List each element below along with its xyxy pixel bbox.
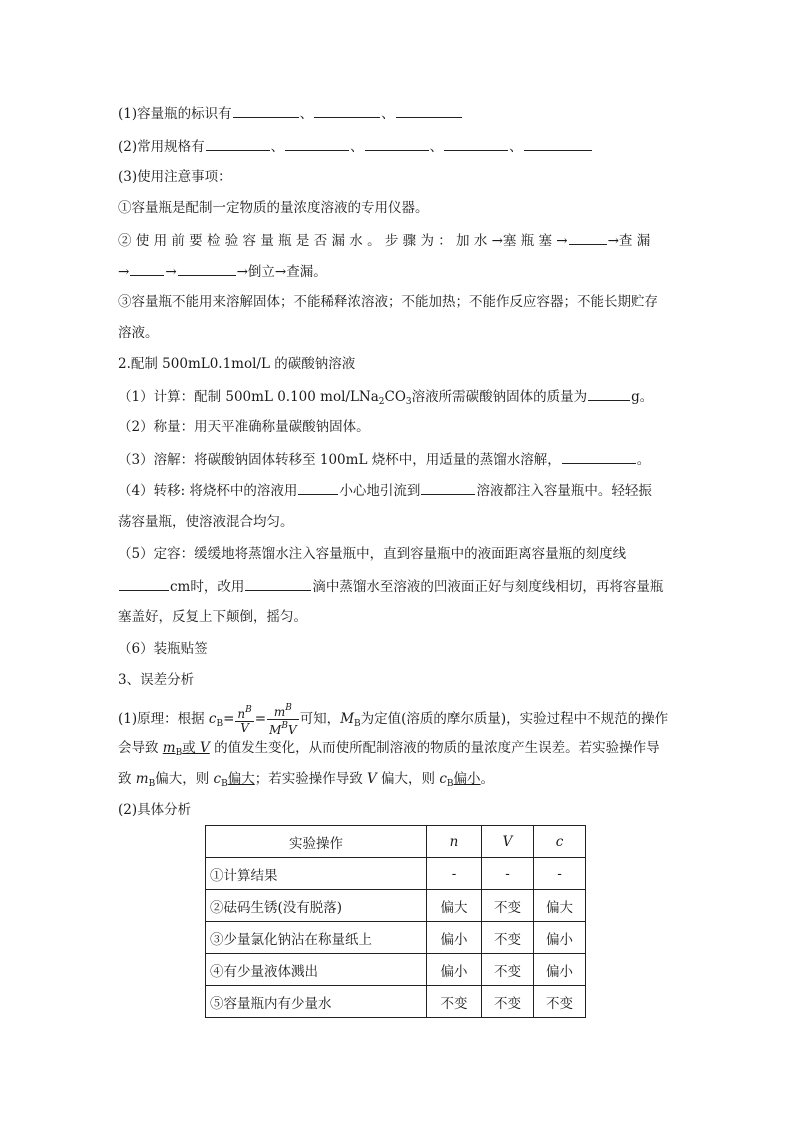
text: →查 漏 bbox=[607, 233, 651, 249]
symbol: m bbox=[135, 771, 149, 787]
text: （1）计算：配制 500mL 0.100 mol/LNa bbox=[118, 389, 379, 405]
superscript: B bbox=[245, 705, 252, 715]
text: →倒立→查漏。 bbox=[236, 264, 327, 280]
subscript: B bbox=[216, 719, 224, 729]
symbol: V bbox=[200, 740, 210, 756]
text: 。 bbox=[636, 452, 651, 468]
text: 、 bbox=[270, 139, 285, 155]
text: 可知， bbox=[299, 711, 341, 727]
table-cell: 不变 bbox=[427, 986, 482, 1018]
fill-blank[interactable] bbox=[314, 103, 380, 118]
table-cell: 偏小 bbox=[534, 954, 586, 986]
text: 会导致 bbox=[118, 740, 163, 756]
fill-blank[interactable] bbox=[178, 261, 236, 276]
symbol: c bbox=[439, 771, 447, 787]
step-make-volume: （5）定容：缓缓地将蒸馏水注入容量瓶中，直到容量瓶中的液面距离容量瓶的刻度线 bbox=[118, 546, 627, 562]
fill-blank[interactable] bbox=[524, 136, 592, 151]
line-note-2 bbox=[118, 230, 650, 251]
symbol: m bbox=[162, 740, 176, 756]
table-cell: - bbox=[534, 858, 586, 890]
table-cell: 不变 bbox=[482, 890, 534, 922]
step-calculate bbox=[118, 386, 653, 412]
table-cell: 偏小 bbox=[534, 922, 586, 954]
symbol: V bbox=[288, 723, 297, 737]
underlined-term: 偏大 bbox=[227, 771, 255, 787]
line-note-1: ①容量瓶是配制一定物质的量浓度溶液的专用仪器。 bbox=[118, 200, 429, 216]
text: 偏大，则 bbox=[155, 771, 214, 787]
subscript: 3 bbox=[405, 397, 412, 407]
error-analysis-table bbox=[205, 825, 586, 1018]
text: = bbox=[254, 711, 267, 727]
superscript: B bbox=[285, 703, 292, 713]
step-weigh: （2）称量：用天平准确称量碳酸钠固体。 bbox=[118, 419, 370, 435]
table-cell: ①计算结果 bbox=[206, 858, 427, 890]
text: 溶液所需碳酸钠固体的质量为 bbox=[411, 389, 588, 405]
text: 滴中蒸馏水至溶液的凹液面正好与刻度线相切，再将容量瓶 bbox=[312, 579, 664, 595]
text: 小心地引流到 bbox=[339, 483, 421, 499]
fill-blank[interactable] bbox=[119, 576, 169, 591]
specific-analysis-heading: (2)具体分析 bbox=[118, 802, 192, 818]
table-row bbox=[206, 922, 586, 954]
fill-blank[interactable] bbox=[233, 103, 299, 118]
text: g。 bbox=[631, 389, 654, 405]
fraction bbox=[267, 702, 299, 737]
text: 偏大，则 bbox=[376, 771, 440, 787]
symbol: m bbox=[273, 705, 286, 719]
table-row bbox=[206, 858, 586, 890]
step-make-volume-cont bbox=[118, 576, 663, 597]
table-cell: ⑤容量瓶内有少量水 bbox=[206, 986, 427, 1018]
subscript: B bbox=[354, 719, 361, 729]
line-note-3: ③容量瓶不能用来溶解固体；不能稀释浓溶液；不能加热；不能作反应容器；不能长期贮存 bbox=[118, 294, 658, 310]
fill-blank[interactable] bbox=[365, 136, 429, 151]
table-header-row bbox=[206, 826, 586, 858]
text: 的值发生变化，从而使所配制溶液的物质的量浓度产生误差。若实验操作导 bbox=[209, 740, 660, 756]
step-transfer bbox=[118, 480, 652, 501]
text: 、 bbox=[381, 106, 395, 122]
text: (1)原理：根据 bbox=[118, 711, 209, 727]
symbol: n bbox=[237, 707, 246, 721]
subscript: B bbox=[221, 779, 228, 789]
step-dissolve bbox=[118, 449, 650, 470]
table-cell: - bbox=[427, 858, 482, 890]
symbol: c bbox=[208, 711, 217, 727]
table-cell: 不变 bbox=[482, 986, 534, 1018]
fill-blank[interactable] bbox=[130, 261, 164, 276]
fill-blank[interactable] bbox=[206, 136, 270, 151]
step-make-volume-end: 塞盖好，反复上下颠倒，摇匀。 bbox=[118, 609, 307, 625]
line-note-2-cont bbox=[118, 261, 327, 282]
table-cell: 偏大 bbox=[534, 890, 586, 922]
text: （4）转移: 将烧杯中的溶液用 bbox=[118, 483, 298, 499]
step-transfer-cont: 荡容量瓶，使溶液混合均匀。 bbox=[118, 514, 294, 530]
table-cell: 偏小 bbox=[427, 922, 482, 954]
step-bottle-label: （6）装瓶贴签 bbox=[118, 641, 208, 657]
table-cell: ②砝码生锈(没有脱落) bbox=[206, 890, 427, 922]
principle-line bbox=[118, 702, 668, 737]
text: cm时，改用 bbox=[170, 579, 245, 595]
symbol: M bbox=[269, 723, 282, 737]
line-usage-notes-heading: (3)使用注意事项： bbox=[118, 169, 232, 185]
symbol: V bbox=[240, 721, 249, 735]
text: → bbox=[118, 264, 130, 280]
fill-blank[interactable] bbox=[569, 230, 607, 245]
text: 致 bbox=[118, 771, 136, 787]
table-cell: ④有少量液体溅出 bbox=[206, 954, 427, 986]
table-cell: 偏大 bbox=[427, 890, 482, 922]
principle-line-2 bbox=[118, 738, 660, 763]
fill-blank[interactable] bbox=[421, 480, 475, 495]
section-3-heading: 3、误差分析 bbox=[118, 672, 195, 688]
column-header: V bbox=[482, 826, 534, 858]
text: 。 bbox=[480, 771, 495, 787]
text: 、 bbox=[429, 139, 444, 155]
text: → bbox=[165, 264, 177, 280]
table-row bbox=[206, 954, 586, 986]
fill-blank[interactable] bbox=[444, 136, 508, 151]
line-volumetric-flask-marks bbox=[118, 103, 463, 124]
line-common-specs bbox=[118, 136, 593, 157]
text: 、 bbox=[509, 139, 523, 155]
text: 或 bbox=[182, 740, 201, 756]
table-cell: 偏小 bbox=[427, 954, 482, 986]
superscript: B bbox=[281, 721, 289, 731]
fill-blank[interactable] bbox=[298, 480, 338, 495]
subscript: 2 bbox=[378, 397, 385, 407]
principle-line-3 bbox=[118, 769, 494, 794]
section-2-heading: 2.配制 500mL0.1mol/L 的碳酸钠溶液 bbox=[118, 356, 356, 372]
text: = bbox=[223, 711, 235, 727]
text: (1)容量瓶的标识有 bbox=[118, 106, 232, 122]
line-note-3-cont: 溶液。 bbox=[118, 325, 159, 341]
text: （3）溶解：将碳酸钠固体转移至 100mL 烧杯中，用适量的蒸馏水溶解， bbox=[118, 452, 561, 468]
fill-blank[interactable] bbox=[245, 576, 311, 591]
symbol: V bbox=[367, 771, 377, 787]
table-row bbox=[206, 890, 586, 922]
table-cell: - bbox=[482, 858, 534, 890]
column-header: 实验操作 bbox=[206, 826, 427, 858]
fill-blank[interactable] bbox=[588, 386, 630, 401]
text: 、 bbox=[350, 139, 364, 155]
table-cell: 不变 bbox=[482, 954, 534, 986]
fraction bbox=[235, 704, 253, 735]
text: 溶液都注入容量瓶中。轻轻振 bbox=[476, 483, 652, 499]
subscript: B bbox=[446, 779, 454, 789]
table-row bbox=[206, 986, 586, 1018]
fill-blank[interactable] bbox=[396, 103, 462, 118]
symbol: M bbox=[340, 711, 355, 727]
text: ② 使 用 前 要 检 验 容 量 瓶 是 否 漏 水 。 步 骤 为 ： 加 水 →塞 瓶 塞 → bbox=[118, 233, 568, 249]
table-cell: ③少量氯化钠沾在称量纸上 bbox=[206, 922, 427, 954]
text: ；若实验操作导致 bbox=[254, 771, 368, 787]
table-cell: 不变 bbox=[534, 986, 586, 1018]
text: 、 bbox=[299, 106, 314, 122]
subscript: B bbox=[175, 748, 183, 758]
table-cell: 不变 bbox=[482, 922, 534, 954]
subscript: B bbox=[148, 779, 156, 789]
underlined-term bbox=[163, 740, 210, 756]
column-header: c bbox=[534, 826, 586, 858]
symbol: c bbox=[213, 771, 222, 787]
text: (2)常用规格有 bbox=[118, 139, 205, 155]
fill-blank[interactable] bbox=[285, 136, 349, 151]
underlined-term: 偏小 bbox=[453, 771, 481, 787]
text: 为定值(溶质的摩尔质量)，实验过程中不规范的操作 bbox=[360, 711, 669, 727]
fill-blank[interactable] bbox=[562, 449, 636, 464]
text: CO bbox=[384, 389, 406, 405]
column-header: n bbox=[427, 826, 482, 858]
